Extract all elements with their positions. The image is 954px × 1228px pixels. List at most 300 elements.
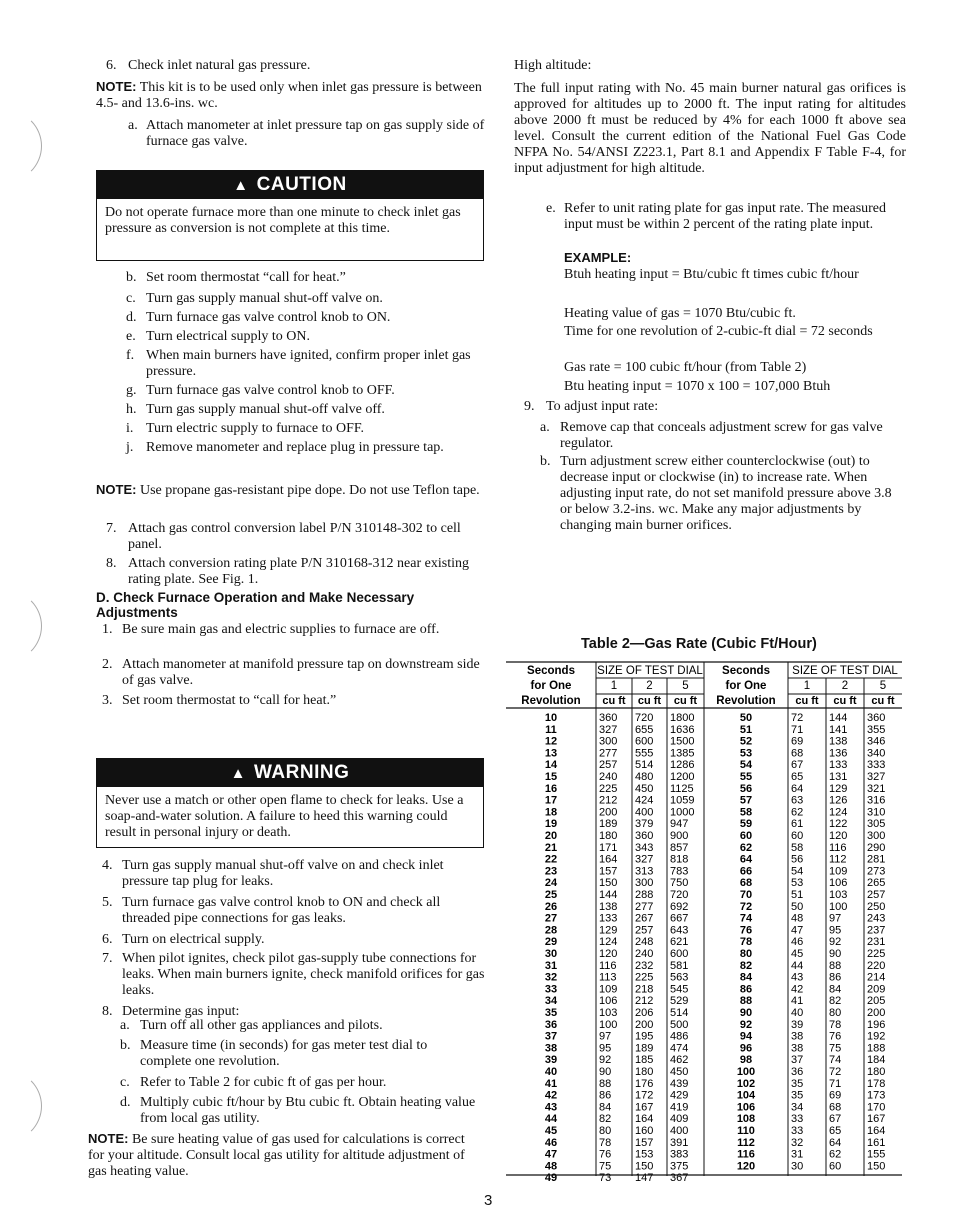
table-value-cell: 62 [829, 1148, 842, 1161]
high-altitude-text: The full input rating with No. 45 main burner natural gas orifices is approved for altitudes up to 2000 ft. The input rating for altitudes above 2000 ft must be reduced by 4% for each 1000 ft above sea level. Consult the current edition of the National Fuel Gas Code NFPA No. 54/ANSI Z223.1, Part 8.1 and Appendix F Table F-4, for input adjustment for high altitude. [514, 81, 906, 176]
table-value-cell: 153 [635, 1148, 654, 1161]
table-value-cell: 1636 [670, 723, 695, 736]
table-value-cell: 86 [829, 971, 842, 984]
table-value-cell: 240 [635, 948, 654, 960]
list-item [120, 1095, 480, 1127]
caution-box [96, 170, 484, 261]
table-value-cell: 367 [670, 1172, 689, 1185]
table-seconds-cell: 44 [544, 1113, 558, 1126]
table-seconds-cell: 78 [739, 936, 753, 949]
table-value-cell: 321 [867, 782, 886, 795]
table-header: SIZE OF TEST DIAL [792, 665, 898, 677]
list-text: When pilot ignites, check pilot gas-supply tube connections for leaks. When main burners ignite, check manifold orifices for gas leaks. [122, 951, 485, 998]
table-value-cell: 206 [635, 1007, 654, 1019]
list-number: j. [126, 440, 134, 455]
high-altitude-title: High altitude: [514, 58, 592, 73]
table-value-cell: 51 [791, 889, 804, 901]
list-number: a. [120, 1018, 130, 1033]
table-seconds-cell: 20 [544, 830, 558, 842]
table-value-cell: 35 [791, 1089, 804, 1102]
table-seconds-cell: 30 [544, 948, 558, 960]
caution-text: Do not operate furnace more than one minute to check inlet gas pressure as conversion is not complete at this time. [105, 205, 461, 236]
table-seconds-cell: 40 [544, 1066, 558, 1078]
table-value-cell: 290 [867, 841, 886, 854]
table-value-cell: 150 [599, 877, 618, 890]
table-value-cell: 84 [829, 983, 842, 996]
table-value-cell: 76 [829, 1030, 842, 1043]
table-seconds-cell: 39 [544, 1054, 558, 1067]
table-seconds-cell: 56 [739, 782, 753, 795]
table-value-cell: 164 [867, 1125, 886, 1137]
table-value-cell: 112 [829, 853, 847, 866]
list-text: Set room thermostat to “call for heat.” [122, 693, 337, 708]
table-seconds-cell: 106 [736, 1101, 756, 1114]
table-value-cell: 90 [599, 1066, 612, 1078]
table-value-cell: 1800 [670, 712, 695, 724]
table-value-cell: 124 [599, 936, 618, 949]
table-value-cell: 267 [635, 912, 654, 925]
warning-box [96, 758, 484, 848]
table-value-cell: 265 [867, 877, 886, 890]
table-value-cell: 277 [599, 747, 618, 760]
table-header: cu ft [871, 695, 895, 707]
table-value-cell: 212 [635, 995, 654, 1008]
table-seconds-cell: 86 [739, 983, 753, 996]
list-text: Turn on electrical supply. [122, 932, 265, 947]
table-value-cell: 39 [791, 1018, 804, 1031]
list-item [126, 348, 486, 380]
table-value-cell: 60 [829, 1160, 842, 1173]
table-seconds-cell: 18 [544, 806, 558, 819]
table-value-cell: 113 [599, 971, 617, 984]
table-value-cell: 64 [791, 782, 804, 795]
table-value-cell: 116 [599, 959, 617, 972]
note-1: NOTE: This kit is to be used only when inlet gas pressure is between 4.5- and 13.6-ins. wc. [96, 79, 482, 111]
list-text: Turn furnace gas valve control knob to OFF. [146, 383, 395, 398]
table-value-cell: 581 [670, 959, 689, 972]
table-value-cell: 71 [791, 723, 804, 736]
table-value-cell: 141 [829, 723, 848, 736]
table-value-cell: 450 [670, 1066, 689, 1078]
warning-triangle-icon: ▲ [233, 176, 249, 194]
table-seconds-cell: 48 [544, 1160, 558, 1173]
list-number: a. [540, 420, 550, 435]
table-value-cell: 947 [670, 818, 689, 831]
table-value-cell: 50 [791, 900, 804, 913]
list-text: When main burners have ignited, confirm proper inlet gas pressure. [146, 348, 471, 379]
table-header: cu ft [795, 695, 819, 707]
table-value-cell: 225 [867, 948, 886, 960]
table-seconds-cell: 96 [739, 1042, 753, 1055]
step-6a: a. Attach manometer at inlet pressure tap on gas supply side of furnace gas valve. [128, 118, 485, 149]
table-seconds-cell: 36 [544, 1018, 558, 1031]
step-9: 9. To adjust input rate: [524, 399, 659, 414]
table-value-cell: 92 [599, 1054, 612, 1067]
table-value-cell: 72 [829, 1066, 842, 1078]
table-value-cell: 545 [670, 983, 689, 996]
list-item [540, 420, 906, 452]
table-value-cell: 257 [635, 924, 654, 937]
table-value-cell: 133 [599, 912, 618, 925]
table-value-cell: 124 [829, 806, 848, 819]
table-value-cell: 78 [599, 1136, 612, 1149]
list-text: Determine gas input: [122, 1004, 240, 1019]
list-number: f. [126, 348, 135, 363]
table-value-cell: 514 [635, 759, 654, 772]
table-seconds-cell: 27 [544, 912, 558, 925]
table-seconds-cell: 43 [544, 1101, 558, 1114]
table-value-cell: 1385 [670, 747, 695, 760]
table-value-cell: 212 [599, 794, 618, 807]
table-value-cell: 41 [791, 995, 804, 1008]
table-value-cell: 225 [635, 971, 654, 984]
list-item [126, 440, 486, 456]
table-value-cell: 37 [791, 1054, 804, 1067]
list-text: Turn furnace gas valve control knob to ON and check all threaded pipe connections for gas leaks. [122, 895, 441, 926]
table-value-cell: 240 [599, 771, 618, 783]
list-number: g. [126, 383, 137, 398]
table-value-cell: 327 [867, 771, 886, 783]
table-value-cell: 375 [670, 1160, 689, 1173]
table-value-cell: 42 [791, 983, 804, 996]
table-value-cell: 218 [635, 983, 654, 996]
table-value-cell: 462 [670, 1054, 689, 1067]
table-header: Seconds [722, 665, 770, 677]
list-number: c. [120, 1075, 130, 1090]
table-seconds-cell: 54 [739, 759, 753, 772]
list-text: Turn electrical supply to ON. [146, 329, 310, 344]
table-seconds-cell: 120 [736, 1160, 756, 1173]
table-value-cell: 88 [829, 959, 842, 972]
table-value-cell: 157 [599, 865, 618, 878]
table-value-cell: 61 [791, 818, 804, 831]
table-value-cell: 38 [791, 1030, 804, 1043]
binder-hole-mark [0, 110, 42, 182]
note-label: NOTE: [88, 1131, 129, 1146]
table-value-cell: 92 [829, 936, 842, 949]
step-e: e. Refer to unit rating plate for gas input rate. The measured input must be within 2 percent of the rating plate input. [546, 201, 887, 232]
table-seconds-cell: 31 [544, 959, 558, 972]
table-value-cell: 126 [829, 794, 848, 807]
table-seconds-cell: 29 [544, 936, 558, 949]
table-seconds-cell: 47 [544, 1148, 558, 1161]
table-value-cell: 360 [635, 830, 654, 842]
table-seconds-cell: 55 [739, 771, 753, 783]
list-item [126, 383, 486, 399]
table-value-cell: 750 [670, 877, 689, 890]
table-value-cell: 100 [829, 900, 848, 913]
table-value-cell: 273 [867, 865, 886, 878]
gas-rate-table [506, 661, 902, 1185]
table-value-cell: 45 [791, 948, 804, 960]
table-value-cell: 38 [791, 1042, 804, 1055]
list-item [126, 402, 486, 418]
table-seconds-cell: 104 [736, 1089, 756, 1102]
list-number: b. [120, 1038, 131, 1053]
table-seconds-cell: 70 [739, 889, 753, 901]
table-value-cell: 188 [867, 1042, 886, 1055]
table-title: Table 2—Gas Rate (Cubic Ft/Hour) [581, 636, 817, 652]
table-header: Revolution [716, 695, 776, 707]
list-item [102, 622, 486, 638]
table-value-cell: 257 [599, 759, 618, 772]
table-seconds-cell: 90 [739, 1007, 753, 1019]
table-value-cell: 68 [791, 747, 804, 760]
table-value-cell: 150 [867, 1160, 886, 1173]
table-value-cell: 196 [867, 1018, 886, 1031]
table-value-cell: 133 [829, 759, 848, 772]
list-text: Turn electric supply to furnace to OFF. [146, 421, 365, 436]
table-value-cell: 180 [599, 830, 618, 842]
table-header: cu ft [602, 695, 626, 707]
table-value-cell: 97 [599, 1030, 612, 1043]
table-value-cell: 138 [599, 900, 618, 913]
table-seconds-cell: 33 [544, 983, 558, 996]
table-value-cell: 180 [635, 1066, 654, 1078]
table-value-cell: 30 [791, 1160, 804, 1173]
table-value-cell: 250 [867, 900, 886, 913]
table-seconds-cell: 51 [739, 723, 753, 736]
table-seconds-cell: 17 [544, 794, 558, 807]
step-8: 8. Attach conversion rating plate P/N 310168-312 near existing rating plate. See Fig. 1. [106, 556, 469, 587]
table-seconds-cell: 21 [544, 841, 558, 854]
table-seconds-cell: 68 [739, 877, 753, 890]
table-value-cell: 355 [867, 723, 886, 736]
example-label: EXAMPLE: [564, 250, 632, 265]
table-value-cell: 35 [791, 1077, 804, 1090]
table-value-cell: 300 [635, 877, 654, 890]
table-value-cell: 120 [599, 948, 618, 960]
binder-hole-mark [0, 590, 42, 662]
table-seconds-cell: 110 [737, 1125, 755, 1137]
table-value-cell: 400 [635, 806, 654, 819]
list-text: Attach manometer at manifold pressure tap on downstream side of gas valve. [122, 657, 480, 688]
table-value-cell: 155 [867, 1148, 886, 1161]
table-value-cell: 167 [867, 1113, 886, 1126]
table-value-cell: 720 [635, 712, 654, 724]
list-text: Turn adjustment screw either counterclockwise (out) to decrease input or clockwise (in) to increase rate. When adjusting input rate, do not set manifold pressure above 3.8 or below 3.2-ins. wc. Make any major adjustments by changing main burner orifices. [560, 454, 892, 533]
list-item [126, 421, 486, 437]
table-seconds-cell: 19 [544, 818, 558, 831]
table-value-cell: 343 [635, 841, 654, 854]
table-seconds-cell: 12 [544, 735, 558, 748]
table-value-cell: 243 [867, 912, 886, 925]
warning-triangle-icon: ▲ [230, 764, 247, 782]
list-text: Remove manometer and replace plug in pressure tap. [146, 440, 444, 455]
table-value-cell: 58 [791, 841, 804, 854]
table-seconds-cell: 88 [739, 995, 753, 1008]
table-value-cell: 281 [867, 853, 886, 866]
table-header: cu ft [833, 695, 857, 707]
table-value-cell: 783 [670, 865, 689, 878]
table-value-cell: 64 [829, 1136, 842, 1149]
table-value-cell: 195 [635, 1030, 654, 1043]
table-seconds-cell: 58 [739, 806, 753, 819]
table-seconds-cell: 11 [545, 723, 557, 736]
note-3: NOTE: Be sure heating value of gas used for calculations is correct for your altitude. Consult local gas utility for altitude adjustment of gas heating value. [88, 1131, 465, 1179]
list-number: b. [126, 270, 137, 285]
note-2: NOTE: Use propane gas-resistant pipe dope. Do not use Teflon tape. [96, 482, 480, 498]
binder-hole-mark [0, 1070, 42, 1142]
table-value-cell: 391 [670, 1136, 689, 1149]
table-value-cell: 1059 [670, 794, 695, 807]
table-value-cell: 100 [599, 1018, 618, 1031]
table-value-cell: 84 [599, 1101, 612, 1114]
table-seconds-cell: 50 [739, 712, 753, 724]
table-value-cell: 56 [791, 853, 804, 866]
list-number: 2. [102, 657, 113, 672]
table-value-cell: 205 [867, 995, 886, 1008]
table-value-cell: 720 [670, 889, 689, 901]
table-value-cell: 231 [867, 936, 886, 949]
table-value-cell: 136 [829, 747, 848, 760]
table-value-cell: 72 [791, 712, 804, 724]
table-seconds-cell: 76 [739, 924, 753, 937]
table-seconds-cell: 108 [736, 1113, 756, 1126]
table-value-cell: 200 [635, 1018, 654, 1031]
table-value-cell: 76 [599, 1148, 612, 1161]
table-value-cell: 333 [867, 759, 886, 772]
table-value-cell: 129 [829, 782, 848, 795]
table-value-cell: 103 [599, 1007, 618, 1019]
table-value-cell: 147 [635, 1172, 654, 1185]
table-value-cell: 172 [635, 1089, 654, 1102]
table-seconds-cell: 15 [544, 771, 558, 783]
table-seconds-cell: 38 [544, 1042, 558, 1055]
table-seconds-cell: 35 [544, 1007, 558, 1019]
table-value-cell: 450 [635, 782, 654, 795]
table-seconds-cell: 42 [544, 1089, 558, 1102]
list-item [102, 951, 486, 999]
table-value-cell: 692 [670, 900, 689, 913]
table-value-cell: 1286 [670, 759, 695, 772]
list-number: 1. [102, 622, 113, 637]
table-value-cell: 340 [867, 747, 886, 760]
table-value-cell: 327 [635, 853, 654, 866]
table-value-cell: 643 [670, 924, 689, 937]
table-seconds-cell: 62 [739, 841, 753, 854]
table-value-cell: 220 [867, 959, 886, 972]
caution-header: ▲ CAUTION [97, 171, 483, 199]
example-line: Heating value of gas = 1070 Btu/cubic ft. [564, 306, 796, 321]
table-value-cell: 73 [599, 1172, 612, 1185]
table-seconds-cell: 46 [544, 1136, 558, 1149]
table-value-cell: 185 [635, 1054, 654, 1067]
list-number: h. [126, 402, 137, 417]
note-label: NOTE: [96, 482, 137, 497]
table-value-cell: 500 [670, 1018, 689, 1031]
list-item [540, 454, 906, 534]
table-header: 5 [879, 680, 887, 692]
table-value-cell: 1500 [670, 735, 695, 748]
table-value-cell: 109 [599, 983, 618, 996]
table-header: Seconds [527, 665, 575, 677]
list-number: 8. [102, 1004, 113, 1019]
table-seconds-cell: 23 [544, 865, 558, 878]
table-header: SIZE OF TEST DIAL [597, 665, 703, 677]
table-value-cell: 200 [867, 1007, 886, 1019]
example-line: Gas rate = 100 cubic ft/hour (from Table 2) [564, 360, 807, 375]
list-item [102, 858, 486, 890]
list-number: 3. [102, 693, 113, 708]
table-seconds-cell: 28 [544, 924, 558, 937]
table-value-cell: 667 [670, 912, 689, 925]
list-item [126, 329, 486, 345]
table-value-cell: 300 [867, 830, 886, 842]
table-seconds-cell: 84 [739, 971, 753, 984]
table-value-cell: 170 [867, 1101, 886, 1114]
list-number: 7. [102, 951, 113, 966]
table-value-cell: 171 [599, 841, 618, 854]
table-value-cell: 106 [829, 877, 848, 890]
table-value-cell: 150 [635, 1160, 654, 1173]
table-value-cell: 400 [670, 1125, 689, 1137]
list-item [102, 895, 486, 927]
step-7: 7. Attach gas control conversion label P/N 310148-302 to cell panel. [106, 521, 461, 552]
table-seconds-cell: 74 [739, 912, 753, 925]
table-value-cell: 419 [670, 1101, 689, 1114]
example-line: Time for one revolution of 2-cubic-ft dial = 72 seconds [564, 324, 873, 339]
table-value-cell: 900 [670, 830, 689, 842]
table-value-cell: 88 [599, 1077, 612, 1090]
list-text: Multiply cubic ft/hour by Btu cubic ft. Obtain heating value from local gas utility. [140, 1095, 476, 1126]
table-value-cell: 62 [791, 806, 804, 819]
table-value-cell: 71 [829, 1077, 842, 1090]
table-seconds-cell: 116 [737, 1148, 755, 1161]
table-value-cell: 74 [829, 1054, 842, 1067]
table-value-cell: 360 [867, 712, 886, 724]
table-seconds-cell: 14 [544, 759, 558, 772]
table-value-cell: 131 [829, 771, 848, 783]
table-seconds-cell: 64 [739, 853, 753, 866]
table-value-cell: 529 [670, 995, 689, 1008]
table-value-cell: 60 [791, 830, 804, 842]
table-value-cell: 95 [829, 924, 842, 937]
table-value-cell: 53 [791, 877, 804, 890]
table-seconds-cell: 82 [739, 959, 753, 972]
table-value-cell: 75 [599, 1160, 612, 1173]
list-text: Set room thermostat “call for heat.” [146, 270, 346, 285]
table-value-cell: 480 [635, 771, 654, 783]
table-value-cell: 33 [791, 1113, 804, 1126]
table-value-cell: 40 [791, 1007, 804, 1019]
table-value-cell: 237 [867, 924, 886, 937]
table-value-cell: 65 [791, 771, 804, 783]
warning-text: Never use a match or other open flame to check for leaks. Use a soap-and-water solution. A failure to heed this warning could result in personal injury or death. [105, 793, 464, 840]
table-value-cell: 200 [599, 806, 618, 819]
table-value-cell: 164 [599, 853, 618, 866]
table-seconds-cell: 59 [739, 818, 753, 831]
table-value-cell: 82 [599, 1113, 612, 1126]
table-value-cell: 857 [670, 841, 689, 854]
list-number: i. [126, 421, 134, 436]
list-text: Turn off all other gas appliances and pilots. [140, 1018, 383, 1033]
table-value-cell: 31 [791, 1148, 804, 1161]
list-text: Be sure main gas and electric supplies to furnace are off. [122, 622, 440, 637]
table-seconds-cell: 57 [739, 794, 753, 807]
table-value-cell: 116 [829, 841, 847, 854]
table-header: for One [725, 680, 767, 692]
table-value-cell: 563 [670, 971, 689, 984]
warning-header: ▲ WARNING [97, 759, 483, 787]
table-seconds-cell: 13 [544, 747, 558, 760]
table-value-cell: 277 [635, 900, 654, 913]
table-header: 2 [646, 680, 653, 692]
table-value-cell: 164 [635, 1113, 654, 1126]
list-item [102, 932, 486, 948]
table-value-cell: 178 [867, 1077, 886, 1090]
table-value-cell: 54 [791, 865, 804, 878]
